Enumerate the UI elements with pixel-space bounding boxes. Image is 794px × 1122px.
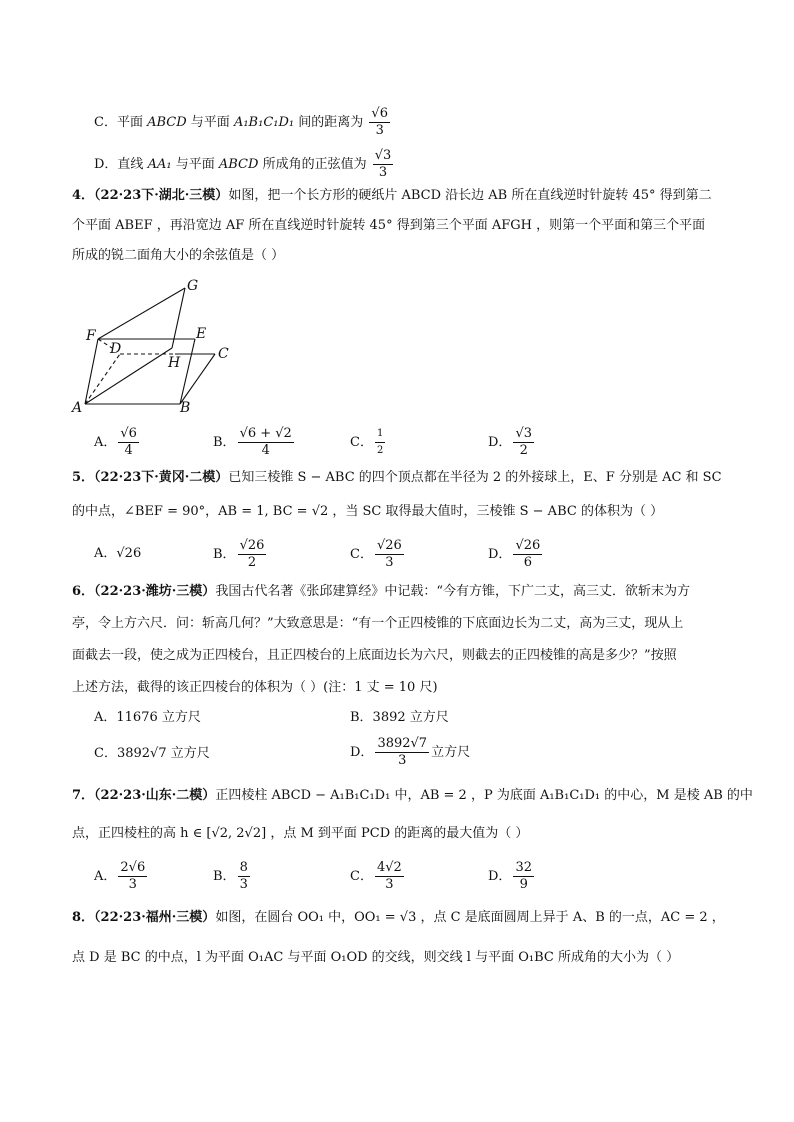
q8-number: 8． (72, 910, 95, 925)
label-b: B (180, 400, 191, 416)
q8-text1: 如图，在圆台 OO₁ 中，OO₁ = √3 ，点 C 是底面圆周上异于 A、B 的一点，AC = 2 ， (215, 910, 725, 925)
edge-ah (85, 348, 172, 404)
q7-line1 (72, 786, 753, 806)
q3-optd-suffix: 所成角的正弦值为 (262, 157, 367, 172)
q3-optc-fraction: $\frac{√6}{3}$ (371, 106, 388, 138)
q3-option-c (94, 106, 392, 139)
q7-line2: 点，正四棱柱的高 h ∈ [√2, 2√2] ，点 M 到平面 PCD 的距离的最大值为（ ） (72, 826, 529, 841)
q6-option-d: D． $\frac{3892√7}{3}$ 立方尺 (350, 736, 471, 768)
q5-number: 5． (72, 470, 95, 485)
q5-text1: 已知三棱锥 S − ABC 的四个顶点都在半径为 2 的外接球上，E、F 分别是 AC 和 SC (228, 470, 722, 485)
q4-option-c: C． $\frac{1}{2}$ (350, 428, 384, 456)
q8-line2: 点 D 是 BC 的中点，l 为平面 O₁AC 与平面 O₁OD 的交线，则交线 l 与平面 O₁BC 所成角的大小为（ ） (72, 950, 680, 965)
q3-optd-plane: ABCD (218, 157, 259, 172)
q3-optc-suffix: 间的距离为 (298, 115, 364, 130)
q8-line1 (72, 908, 725, 928)
q6-option-b: B．3892 立方尺 (350, 710, 449, 725)
q7-number: 7． (72, 788, 95, 803)
q3-optc-prefix: C．平面 (94, 115, 143, 130)
q4-option-b: B． $\frac{√6 + √2}{4}$ (213, 426, 292, 458)
q4-line2: 个平面 ABEF ，再沿宽边 AF 所在直线逆时针旋转 45° 得到第三个平面 AFGH ，则第一个平面和第三个平面 (72, 218, 706, 233)
q4-text1: 如图，把一个长方形的硬纸片 ABCD 沿长边 AB 所在直线逆时针旋转 45° 得到第二 (228, 188, 712, 203)
q7-option-a: A． $\frac{2√6}{3}$ (94, 860, 146, 892)
q4-line1 (72, 186, 712, 206)
q4-source: （22·23下·湖北·三模） (94, 188, 229, 203)
q5-option-d: D． $\frac{√26}{6}$ (488, 538, 541, 570)
q7-text1: 正四棱柱 ABCD − A₁B₁C₁D₁ 中，AB = 2 ，P 为底面 A₁B₁C₁D₁ 的中心，M 是棱 AB 的中 (215, 788, 753, 803)
q8-source: （22·23·福州·三模） (94, 910, 216, 925)
q3-optc-plane2: A₁B₁C₁D₁ (233, 115, 295, 130)
q3-option-d (94, 148, 395, 181)
q3-optc-plane1: ABCD (147, 115, 187, 130)
q7-option-b: B． $\frac{8}{3}$ (213, 860, 248, 892)
q3-optd-fraction: $\frac{√3}{3}$ (374, 148, 392, 180)
label-e: E (196, 326, 207, 342)
q5-option-b: B． $\frac{√26}{2}$ (213, 538, 265, 570)
q6-text1: 我国古代名著《张邱建算经》中记载：“今有方锥，下广二丈，高三丈．欲斩末为方 (215, 584, 690, 599)
label-g: G (187, 278, 199, 294)
q6-number: 6． (72, 584, 95, 599)
q3-optd-line: AA₁ (147, 157, 172, 172)
label-h: H (168, 355, 181, 371)
q5-line1 (72, 468, 722, 488)
label-d: D (110, 341, 122, 357)
q5-option-a: A．√26 (94, 546, 142, 561)
q6-line2: 亭，令上方六尺．问：斩高几何？”大致意思是：“有一个正四棱锥的下底面边长为二丈，高为三丈，现从上 (72, 616, 684, 631)
q3-optc-mid: 与平面 (190, 115, 230, 130)
edge-fg (98, 288, 185, 339)
q4-figure (70, 278, 250, 418)
label-a: A (72, 400, 83, 416)
q5-source: （22·23下·黄冈·二模） (94, 470, 229, 485)
label-f: F (86, 328, 96, 344)
edge-af (85, 339, 98, 404)
q4-option-a: A． $\frac{√6}{4}$ (94, 426, 137, 458)
q7-option-c: C． $\frac{4√2}{3}$ (350, 860, 402, 892)
q6-option-a: A．11676 立方尺 (94, 710, 201, 725)
q3-optd-mid: 与平面 (175, 157, 215, 172)
q4-number: 4． (72, 188, 95, 203)
q5-option-c: C． $\frac{√26}{3}$ (350, 538, 402, 570)
q6-line3: 面截去一段，使之成为正四棱台，且正四棱台的上底面边长为六尺，则截去的正四棱锥的高是多少？”按照 (72, 648, 677, 663)
q5-line2: 的中点，∠BEF = 90°，AB = 1, BC = √2 ，当 SC 取得最大值时，三棱锥 S − ABC 的体积为（ ） (72, 504, 664, 519)
q6-line1 (72, 582, 690, 602)
q7-option-d: D． $\frac{32}{9}$ (488, 860, 532, 892)
label-c: C (218, 346, 229, 362)
q6-line4: 上述方法，截得的该正四棱台的体积为（ ）(注：1 丈 = 10 尺) (72, 680, 438, 695)
q4-line3: 所成的锐二面角大小的余弦值是（ ） (72, 248, 285, 263)
q7-source: （22·23·山东·二模） (94, 788, 216, 803)
q3-optd-prefix: D．直线 (94, 157, 144, 172)
edge-eb (180, 339, 195, 404)
q6-option-c: C．3892√7 立方尺 (94, 746, 210, 761)
q6-source: （22·23·潍坊·三模） (94, 584, 216, 599)
q4-option-d: D． $\frac{√3}{2}$ (488, 426, 532, 458)
